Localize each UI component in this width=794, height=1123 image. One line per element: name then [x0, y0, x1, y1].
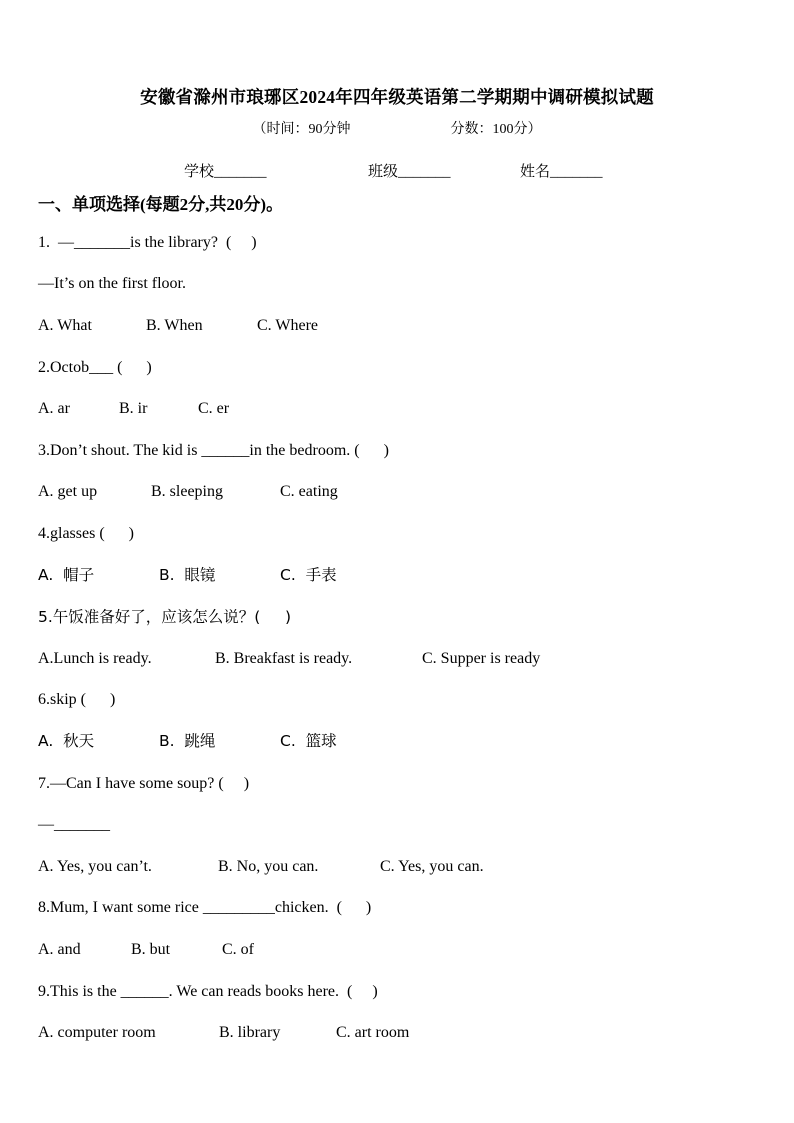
- question-7-option-b: B. No, you can.: [218, 858, 319, 875]
- question-3-option-c: C. eating: [280, 483, 338, 500]
- question-5-option-c: C. Supper is ready: [422, 650, 541, 667]
- question-1-answer-line: —It’s on the first floor.: [38, 275, 186, 292]
- question-3-option-b: B. sleeping: [151, 483, 223, 500]
- question-7: 7.—Can I have some soup? ( ): [38, 775, 250, 792]
- question-4-option-a: A. 帽子: [38, 566, 95, 584]
- question-8-option-c: C. of: [222, 941, 254, 958]
- question-9: 9.This is the ______. We can reads books here. ( ): [38, 983, 378, 1000]
- question-7-option-c: C. Yes, you can.: [380, 858, 484, 875]
- question-8-option-a: A. and: [38, 941, 81, 958]
- question-5-option-a: A.Lunch is ready.: [38, 650, 152, 667]
- question-8: 8.Mum, I want some rice _________chicken. ( ): [38, 899, 372, 916]
- exam-score: 分数：100分）: [450, 122, 542, 137]
- question-6: 6.skip ( ): [38, 691, 116, 708]
- question-5-option-b: B. Breakfast is ready.: [215, 650, 353, 667]
- question-6-option-c: C. 篮球: [280, 732, 337, 750]
- question-4-option-b: B. 眼镜: [159, 566, 216, 584]
- question-2-option-c: C. er: [198, 400, 230, 417]
- question-3: 3.Don’t shout. The kid is ______in the bedroom. ( ): [38, 442, 389, 459]
- question-9-option-a: A. computer room: [38, 1024, 156, 1041]
- section-title: 一、单项选择(每题2分,共20分)。: [38, 195, 284, 214]
- class-field: 班级_______: [368, 164, 451, 180]
- question-2-option-a: A. ar: [38, 400, 70, 417]
- question-1-option-a: A. What: [38, 317, 92, 334]
- name-field: 姓名_______: [520, 164, 603, 180]
- question-9-option-b: B. library: [219, 1024, 281, 1041]
- question-5: 5.午饭准备好了，应该怎么说？( ): [38, 608, 292, 626]
- exam-info: [0, 118, 794, 138]
- question-1-option-c: C. Where: [257, 317, 319, 334]
- school-field: 学校_______: [184, 164, 267, 180]
- question-7-option-a: A. Yes, you can’t.: [38, 858, 152, 875]
- question-7-answer-line: —_______: [38, 816, 110, 833]
- question-6-option-a: A. 秋天: [38, 732, 95, 750]
- question-1-option-b: B. When: [146, 317, 203, 334]
- question-2: 2.Octob___ ( ): [38, 359, 152, 376]
- question-2-option-b: B. ir: [119, 400, 148, 417]
- question-4-option-c: C. 手表: [280, 566, 337, 584]
- question-6-option-b: B. 跳绳: [159, 732, 216, 750]
- question-8-option-b: B. but: [131, 941, 171, 958]
- exam-time: （时间：90分钟: [252, 122, 351, 137]
- question-3-option-a: A. get up: [38, 483, 98, 500]
- question-9-option-c: C. art room: [336, 1024, 410, 1041]
- question-1: 1. —_______is the library? ( ): [38, 234, 257, 251]
- exam-title: 安徽省滁州市琅琊区2024年四年级英语第二学期期中调研模拟试题: [140, 87, 654, 107]
- question-4: 4.glasses ( ): [38, 525, 134, 542]
